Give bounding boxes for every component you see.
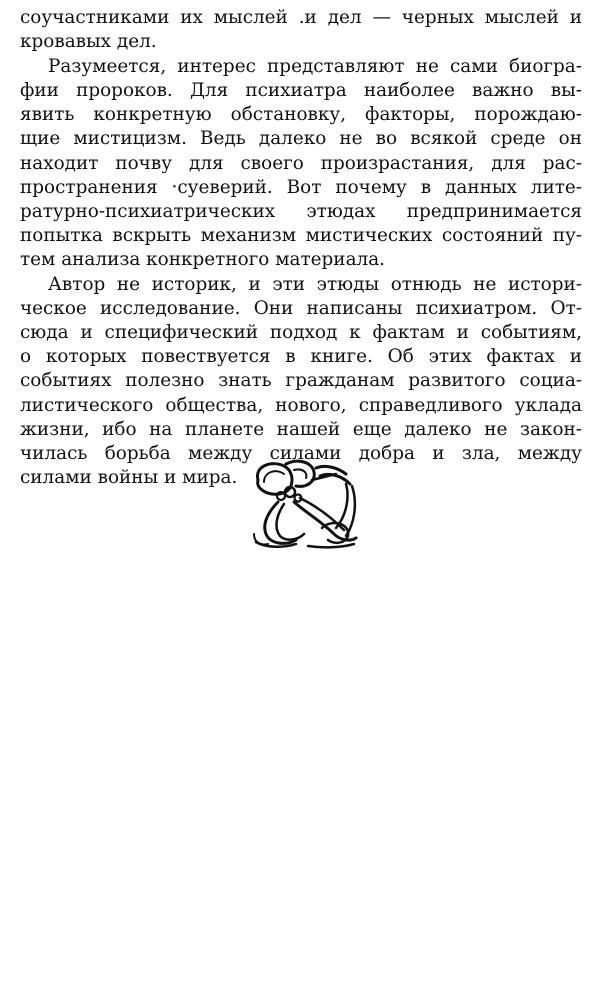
text-line: жизни, ибо на планете нашей еще далеко не закон-	[20, 418, 582, 440]
text-line: сюда и специфический подход к фактам и событиям,	[20, 322, 582, 344]
text-line: находит почву для своего произрастания, для рас-	[20, 152, 582, 174]
art-nouveau-flower-ornament-icon	[250, 458, 362, 550]
text-line: тем анализа конкретного материала.	[20, 248, 386, 270]
text-line: пространения ·суеверий. Вот почему в данных лите-	[20, 176, 582, 198]
text-line: ческое исследование. Они написаны психиатром. От-	[20, 298, 582, 320]
text-line: листического общества, нового, справедливого уклада	[20, 394, 582, 416]
paragraph-1	[20, 6, 582, 54]
text-line: явить конкретную обстановку, факторы, порождаю-	[20, 104, 582, 126]
text-line: силами войны и мира.	[20, 466, 238, 488]
text-line: соучастниками их мыслей .и дел — черных мыслей и	[20, 7, 582, 28]
text-line: ратурно-психиатрических этюдах предпринимается	[20, 200, 582, 222]
text-line: событиях полезно знать гражданам развитого социа-	[20, 370, 582, 392]
text-line: Разумеется, интерес представляют не сами биогра-	[48, 56, 582, 78]
text-line: о которых повествуется в книге. Об этих фактах и	[20, 346, 582, 368]
text-line: фии пророков. Для психиатра наиболее важно вы-	[20, 80, 582, 102]
text-line: чилась борьба между силами добра и зла, между	[20, 442, 582, 464]
book-page-text	[20, 6, 582, 491]
text-line: кровавых дел.	[20, 31, 157, 53]
text-line: Автор не историк, и эти этюды отнюдь не истори-	[48, 274, 582, 296]
paragraph-2	[20, 55, 582, 272]
text-line: щие мистицизм. Ведь далеко не во всякой среде он	[20, 128, 582, 150]
text-line: попытка вскрыть механизм мистических состояний пу-	[20, 224, 582, 246]
